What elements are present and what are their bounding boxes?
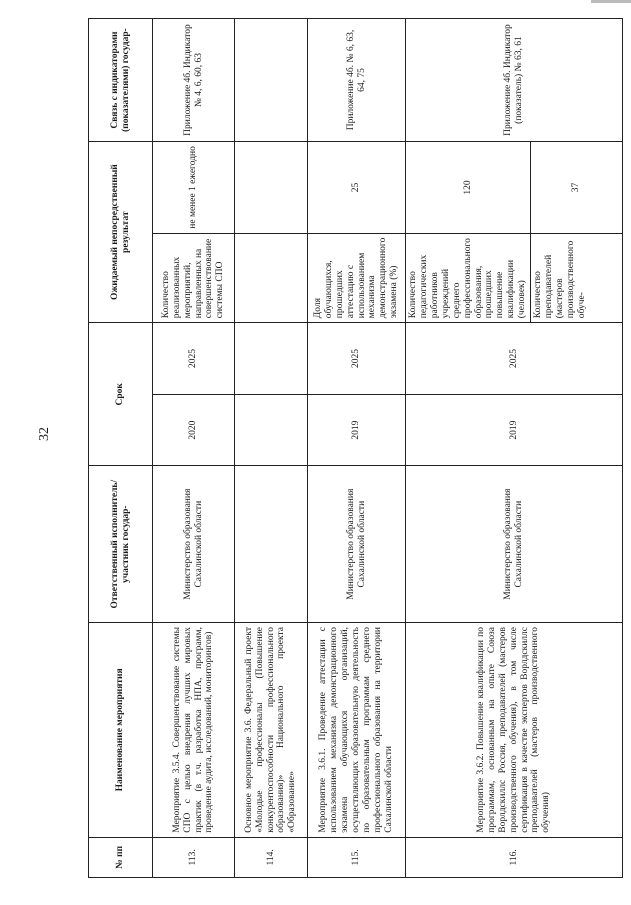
scan-edge-mark — [591, 0, 631, 3]
indicator-link: Приложение 4б. № 6, 63, 64, 75 — [308, 19, 406, 142]
header-result: Ожидаемый непосредственный результат — [89, 142, 153, 323]
header-executor: Ответственный исполнитель/участник государ- — [89, 466, 153, 623]
result-value: 120 — [406, 142, 531, 234]
result-description: Количество педагогических работников учреждений среднего профессионального образования, прошедших повышение квалификации (человек) — [406, 233, 531, 322]
result-description: Доля обучающихся, прошедших аттестацию с использованием механизма демонстрационного экзамена (%) — [308, 233, 406, 322]
term-end: 2025 — [308, 323, 406, 395]
rotated-table-frame — [88, 18, 613, 878]
executor: Министерство образования Сахалинской области — [153, 466, 235, 623]
measure-name: Основное мероприятие 3.6. Федеральный проект «Молодые профессионалы (Повышение конкурентоспособности профессионального образования)» Национального проекта «Образование» — [235, 622, 308, 837]
term-start — [235, 394, 308, 466]
result-value: не менее 1 ежегодно — [153, 142, 235, 234]
term-end: 2025 — [153, 323, 235, 395]
table-row — [235, 19, 308, 878]
indicator-link: Приложение 4б. Индикатор № 4, 6, 60, 63 — [153, 19, 235, 142]
term-end — [235, 323, 308, 395]
table-row — [406, 19, 531, 878]
measure-name: Мероприятие 3.5.4. Совершенствование системы СПО с целью внедрения лучших мировых практик (в т.ч. разработка НПА, программ, проведение аудита, исследований, мониторингов) — [153, 622, 235, 837]
row-number: 115. — [308, 837, 406, 877]
header-term: Срок — [89, 323, 153, 466]
table-row — [308, 19, 406, 878]
header-row — [89, 19, 153, 878]
result-description: Количество реализованных мероприятий, направленных на совершенствование системы СПО — [153, 233, 235, 322]
row-number: 114. — [235, 837, 308, 877]
page-number: 32 — [37, 427, 52, 441]
result-value — [235, 142, 308, 234]
indicator-link: Приложение 4б. Индикатор (показатель) № 63, 61 — [406, 19, 623, 142]
measure-name: Мероприятие 3.6.1. Проведение аттестации с использованием механизма демонстрационного экзамена обучающихся организаций, осуществляющих образовательную деятельность по образовательным программам среднего профессионального образования на территории Сахалинской области — [308, 622, 406, 837]
result-value: 25 — [308, 142, 406, 234]
header-num: № пп — [89, 837, 153, 877]
header-name: Наименование мероприятия — [89, 622, 153, 837]
row-number: 113. — [153, 837, 235, 877]
header-link: Связь с индикаторами (показателями) государ- — [89, 19, 153, 142]
measure-name: Мероприятие 3.6.2. Повышение квалификации по программам, основанным на опыте Союза Ворлдскиллс Россия, преподавателей (мастеров производственного обучения), в том числе сертификация в качестве экспертов Ворлдскиллс преподавателей (мастеров производственного обучения) — [406, 622, 623, 837]
result-value: 37 — [531, 142, 623, 234]
indicator-link — [235, 19, 308, 142]
term-end: 2025 — [406, 323, 623, 395]
term-start: 2020 — [153, 394, 235, 466]
result-description: Количество преподавателей (мастеров производственного обуче- — [531, 233, 623, 322]
result-description — [235, 233, 308, 322]
rotated-table-area — [88, 18, 613, 878]
term-start: 2019 — [308, 394, 406, 466]
row-number: 116. — [406, 837, 623, 877]
measures-table — [88, 18, 623, 878]
executor: Министерство образования Сахалинской области — [406, 466, 623, 623]
executor: Министерство образования Сахалинской области — [308, 466, 406, 623]
executor — [235, 466, 308, 623]
table-row — [153, 19, 235, 878]
term-start: 2019 — [406, 394, 623, 466]
